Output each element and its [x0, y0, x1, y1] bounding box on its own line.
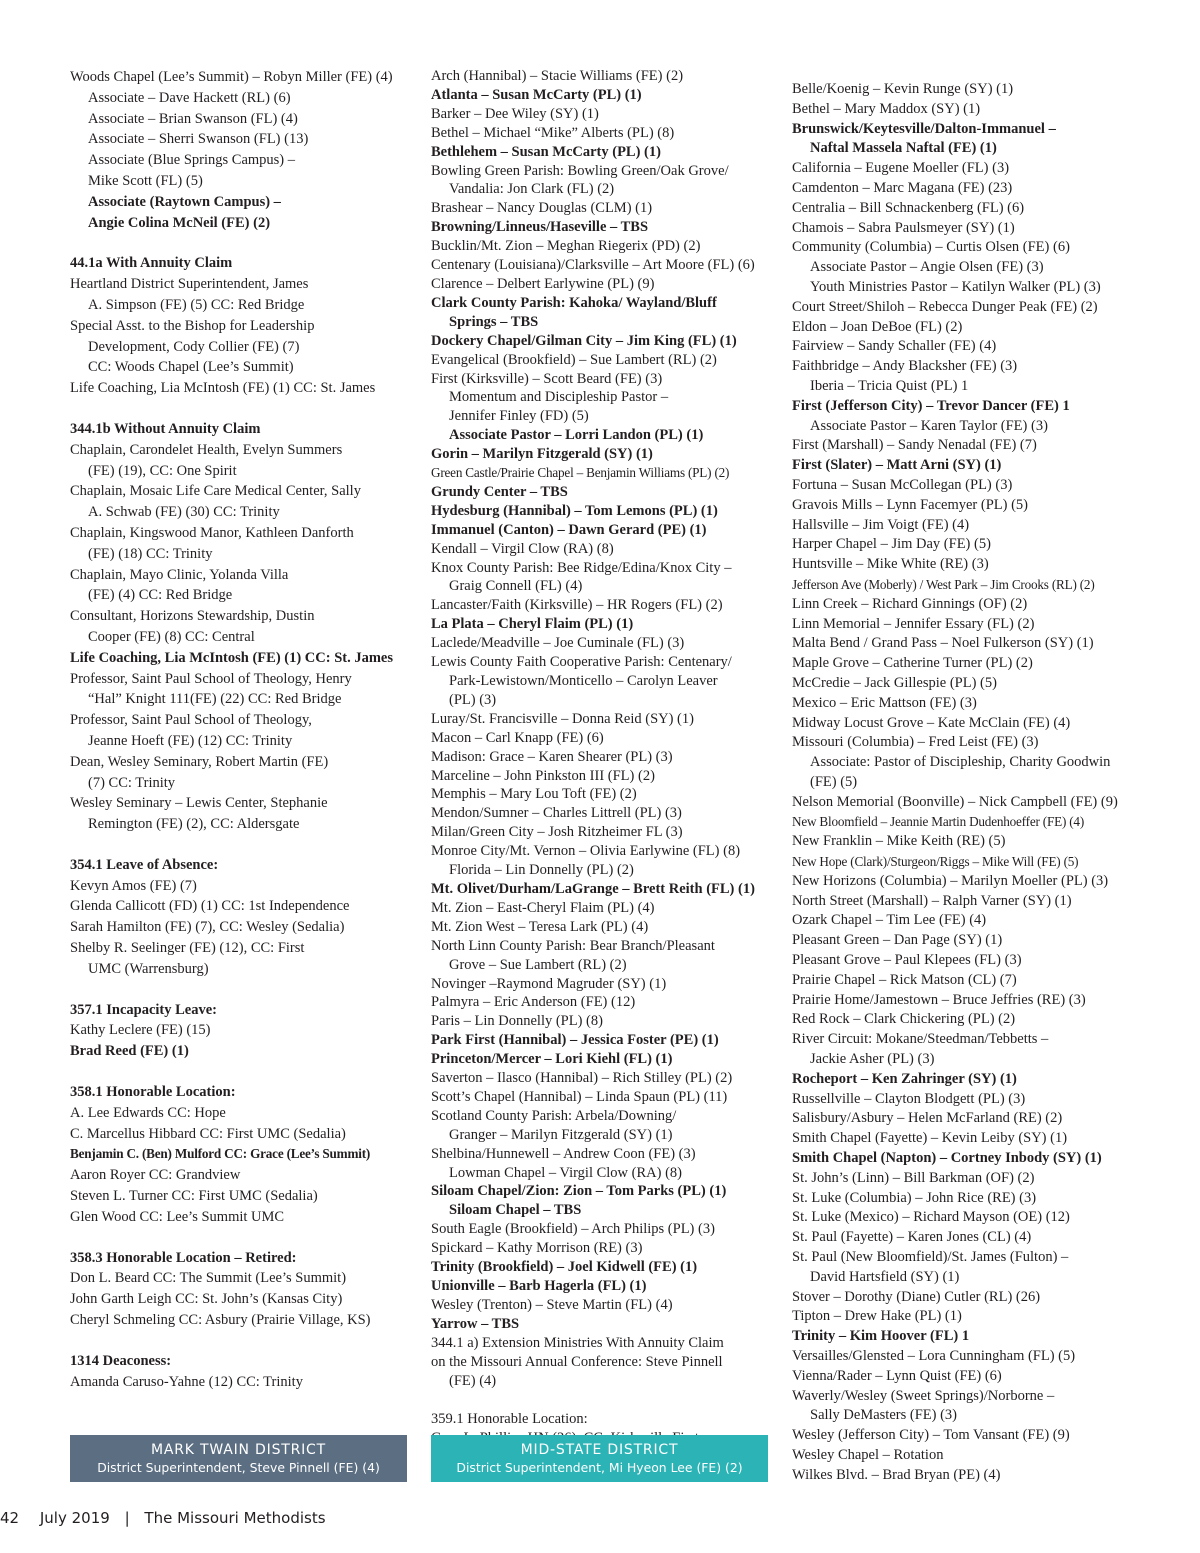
listing-line: Bethel – Michael “Mike” Alberts (PL) (8) [431, 124, 675, 141]
listing-line: David Hartsfield (SY) (1) [810, 1268, 960, 1285]
listing-line: Milan/Green City – Josh Ritzheimer FL (3) [431, 824, 683, 841]
listing-heading: Smith Chapel (Napton) – Cortney Inbody (SY) (1) [792, 1150, 1102, 1167]
listing-line: California – Eugene Moeller (FL) (3) [792, 160, 1010, 177]
listing-line: Missouri (Columbia) – Fred Leist (FE) (3) [792, 734, 1039, 751]
listing-heading: Benjamin C. (Ben) Mulford CC: Grace (Lee’s Summit) [70, 1146, 371, 1162]
listing-line: Mt. Zion West – Teresa Lark (PL) (4) [431, 918, 649, 935]
listing-line: Wesley Chapel – Rotation [792, 1446, 944, 1463]
listing-line: Cheryl Schmeling CC: Asbury (Prairie Village, KS) [70, 1312, 371, 1329]
listing-line: Fortuna – Susan McCollegan (PL) (3) [792, 476, 1013, 493]
listing-line: Centralia – Bill Schnackenberg (FL) (6) [792, 199, 1025, 216]
listing-heading: Brad Reed (FE) (1) [70, 1043, 189, 1060]
listing-line: Chaplain, Kingswood Manor, Kathleen Danforth [70, 524, 354, 541]
listing-line: Harper Chapel – Jim Day (FE) (5) [792, 536, 991, 553]
section-gap [70, 1228, 415, 1248]
listing-line: (FE) (18) CC: Trinity [88, 545, 213, 562]
listing-line: Waverly/Wesley (Sweet Springs)/Norborne – [792, 1387, 1055, 1404]
mid-state-district-banner [431, 1435, 768, 1482]
listing-line: Don L. Beard CC: The Summit (Lee’s Summit) [70, 1270, 347, 1287]
listing-line: Jackie Asher (PL) (3) [810, 1051, 935, 1068]
listing-line: (FE) (19), CC: One Spirit [88, 462, 237, 479]
listing-line: 359.1 Honorable Location: [431, 1411, 588, 1428]
listing-line: Mike Scott (FL) (5) [88, 172, 203, 189]
listing-line: Lowman Chapel – Virgil Clow (RA) (8) [449, 1164, 682, 1181]
listing-heading: Dockery Chapel/Gilman City – Jim King (FL) (1) [431, 332, 737, 349]
listing-line: Spickard – Kathy Morrison (RE) (3) [431, 1240, 643, 1257]
listing-line: Chaplain, Mosaic Life Care Medical Center, Sally [70, 483, 361, 500]
listing-line: A. Lee Edwards CC: Hope [70, 1104, 226, 1121]
listing-line: Steven L. Turner CC: First UMC (Sedalia) [70, 1188, 318, 1205]
listing-line: Maple Grove – Catherine Turner (PL) (2) [792, 655, 1033, 672]
listing-heading: Associate Pastor – Lorri Landon (PL) (1) [449, 427, 704, 444]
listing-line: Laclede/Meadville – Joe Cuminale (FL) (3) [431, 635, 685, 652]
listing-heading: Mt. Olivet/Durham/LaGrange – Brett Reith (FL) (1) [431, 880, 755, 897]
listing-line: Luray/St. Francisville – Donna Reid (SY) (1) [431, 710, 694, 727]
listing-line: Paris – Lin Donnelly (PL) (8) [431, 1013, 603, 1030]
listing-line: (PL) (3) [449, 691, 497, 708]
page-footer [0, 1509, 326, 1527]
listing-line: Amanda Caruso-Yahne (12) CC: Trinity [70, 1373, 303, 1390]
listing-line: Evangelical (Brookfield) – Sue Lambert (RL) (2) [431, 351, 717, 368]
listing-line: Associate – Dave Hackett (RL) (6) [88, 89, 291, 106]
listing-line: Faithbridge – Andy Blacksher (FE) (3) [792, 358, 1018, 375]
listing-line: (FE) (5) [810, 773, 858, 790]
listing-line: Midway Locust Grove – Kate McClain (FE) (4) [792, 714, 1071, 731]
listing-line: Memphis – Mary Lou Toft (FE) (2) [431, 786, 637, 803]
section-gap [70, 835, 415, 855]
listing-line: Smith Chapel (Fayette) – Kevin Leiby (SY) (1) [792, 1130, 1068, 1147]
listing-line: (7) CC: Trinity [88, 774, 176, 791]
mark-twain-district-banner [70, 1435, 407, 1482]
section-gap [70, 233, 415, 253]
listing-line: New Bloomfield – Jeannie Martin Dudenhoeffer (FE) (4) [792, 814, 1085, 830]
listing-line: Madison: Grace – Karen Shearer (PL) (3) [431, 748, 673, 765]
listing-line: Prairie Home/Jamestown – Bruce Jeffries (RE) (3) [792, 991, 1086, 1008]
listing-line: Heartland District Superintendent, James [70, 276, 309, 293]
listing-line: Development, Cody Collier (FE) (7) [88, 338, 300, 355]
listing-line: Sarah Hamilton (FE) (7), CC: Wesley (Sedalia) [70, 919, 345, 936]
listing-line: South Eagle (Brookfield) – Arch Philips (PL) (3) [431, 1221, 715, 1238]
listing-line: Centenary (Louisiana)/Clarksville – Art Moore (FL) (6) [431, 257, 755, 274]
listing-heading: Naftal Massela Naftal (FE) (1) [810, 140, 997, 157]
listing-heading: Yarrow – TBS [431, 1315, 520, 1332]
listing-line: Arch (Hannibal) – Stacie Williams (FE) (2) [431, 68, 684, 84]
listing-line: Associate: Pastor of Discipleship, Charity Goodwin [810, 754, 1111, 771]
listing-line: (FE) (4) CC: Red Bridge [88, 587, 233, 604]
listing-heading: Atlanta – Susan McCarty (PL) (1) [431, 86, 642, 103]
listing-line: CC: Woods Chapel (Lee’s Summit) [88, 359, 294, 376]
section-gap [70, 1331, 415, 1351]
section-gap [431, 1390, 776, 1410]
listing-heading: Rocheport – Ken Zahringer (SY) (1) [792, 1070, 1017, 1087]
listing-line: Chaplain, Carondelet Health, Evelyn Summers [70, 441, 343, 458]
listing-heading: 358.1 Honorable Location: [70, 1084, 236, 1101]
listing-line: Wesley Seminary – Lewis Center, Stephanie [70, 795, 328, 812]
listing-line: Chamois – Sabra Paulsmeyer (SY) (1) [792, 219, 1015, 236]
listing-line: Monroe City/Mt. Vernon – Olivia Earlywine (FL) (8) [431, 843, 741, 860]
listing-line: River Circuit: Mokane/Steedman/Tebbetts – [792, 1031, 1049, 1048]
listing-line: Vandalia: Jon Clark (FL) (2) [449, 181, 615, 198]
listing-line: First (Kirksville) – Scott Beard (FE) (3) [431, 370, 663, 387]
listing-line: 344.1 a) Extension Ministries With Annuity Claim [431, 1334, 724, 1351]
district-superintendent: District Superintendent, Mi Hyeon Lee (FE) (2) [456, 1460, 743, 1475]
listing-line: Scotland County Parish: Arbela/Downing/ [431, 1107, 677, 1124]
listing-line: Linn Creek – Richard Ginnings (OF) (2) [792, 595, 1028, 612]
listing-line: Ozark Chapel – Tim Lee (FE) (4) [792, 912, 987, 929]
listing-line: Fairview – Sandy Schaller (FE) (4) [792, 338, 997, 355]
listing-line: Tipton – Drew Hake (PL) (1) [792, 1308, 962, 1325]
listing-line: A. Schwab (FE) (30) CC: Trinity [88, 504, 280, 521]
listing-line: Prairie Chapel – Rick Matson (CL) (7) [792, 971, 1017, 988]
listing-heading: Browning/Linneus/Haseville – TBS [431, 219, 649, 236]
listing-line: Barker – Dee Wiley (SY) (1) [431, 105, 599, 122]
listing-heading: Trinity (Brookfield) – Joel Kidwell (FE) (1) [431, 1259, 698, 1276]
listing-line: Palmyra – Eric Anderson (FE) (12) [431, 994, 636, 1011]
listing-line: Macon – Carl Knapp (FE) (6) [431, 729, 604, 746]
listing-line: Professor, Saint Paul School of Theology, [70, 712, 312, 729]
listing-line: Kendall – Virgil Clow (RA) (8) [431, 540, 614, 557]
column-left [70, 67, 415, 1392]
listing-line: Chaplain, Mayo Clinic, Yolanda Villa [70, 566, 289, 583]
listing-line: Red Rock – Clark Chickering (PL) (2) [792, 1011, 1016, 1028]
listing-line: New Franklin – Mike Keith (RE) (5) [792, 833, 1006, 850]
listing-heading: Siloam Chapel/Zion: Zion – Tom Parks (PL) (1) [431, 1183, 727, 1200]
listing-line: Granger – Marilyn Fitzgerald (SY) (1) [449, 1126, 673, 1143]
listing-heading: Princeton/Mercer – Lori Kiehl (FL) (1) [431, 1051, 673, 1068]
listing-line: UMC (Warrensburg) [88, 960, 209, 977]
publication-name: The Missouri Methodists [144, 1509, 326, 1527]
listing-line: St. Paul (Fayette) – Karen Jones (CL) (4) [792, 1229, 1032, 1246]
listing-line: Pleasant Green – Dan Page (SY) (1) [792, 932, 1003, 949]
listing-heading: 344.1b Without Annuity Claim [70, 420, 261, 437]
listing-heading: Siloam Chapel – TBS [449, 1202, 582, 1219]
listing-line: Marceline – John Pinkston III (FL) (2) [431, 767, 655, 784]
listing-heading: Immanuel (Canton) – Dawn Gerard (PE) (1) [431, 521, 707, 538]
listing-heading: 1314 Deaconess: [70, 1352, 172, 1369]
listing-line: Momentum and Discipleship Pastor – [449, 389, 669, 406]
listing-line: Camdenton – Marc Magana (FE) (23) [792, 179, 1013, 196]
listing-heading: Angie Colina McNeil (FE) (2) [88, 214, 271, 231]
listing-line: Russellville – Clayton Blodgett (PL) (3) [792, 1090, 1026, 1107]
listing-line: Pleasant Grove – Paul Klepees (FL) (3) [792, 952, 1022, 969]
listing-heading: La Plata – Cheryl Flaim (PL) (1) [431, 616, 634, 633]
listing-line: A. Simpson (FE) (5) CC: Red Bridge [88, 296, 305, 313]
listing-line: Youth Ministries Pastor – Katilyn Walker (PL) (3) [810, 278, 1101, 295]
listing-line: Special Asst. to the Bishop for Leadership [70, 317, 315, 334]
listing-line: New Horizons (Columbia) – Marilyn Moeller (PL) (3) [792, 872, 1109, 889]
listing-line: Bowling Green Parish: Bowling Green/Oak Grove/ [431, 162, 729, 179]
listing-line: Mt. Zion – East-Cheryl Flaim (PL) (4) [431, 899, 655, 916]
section-gap [70, 980, 415, 1000]
listing-line: Saverton – Ilasco (Hannibal) – Rich Stilley (PL) (2) [431, 1070, 733, 1087]
listing-line: Wesley (Jefferson City) – Tom Vansant (FE) (9) [792, 1427, 1070, 1444]
listing-line: Green Castle/Prairie Chapel – Benjamin Williams (PL) (2) [431, 465, 730, 481]
listing-line: Kathy Leclere (FE) (15) [70, 1022, 211, 1039]
listing-line: Scott’s Chapel (Hannibal) – Linda Spaun (PL) (11) [431, 1088, 728, 1105]
listing-line: “Hal” Knight 111(FE) (22) CC: Red Bridge [88, 691, 342, 708]
listing-line: Aaron Royer CC: Grandview [70, 1167, 241, 1184]
listing-heading: 357.1 Incapacity Leave: [70, 1001, 217, 1018]
listing-heading: First (Slater) – Matt Arni (SY) (1) [792, 457, 1002, 474]
listing-line: Belle/Koenig – Kevin Runge (SY) (1) [792, 81, 1014, 97]
listing-line: St. John’s (Linn) – Bill Barkman (OF) (2) [792, 1169, 1035, 1186]
listing-line: Kevyn Amos (FE) (7) [70, 877, 197, 894]
listing-heading: Unionville – Barb Hagerla (FL) (1) [431, 1278, 647, 1294]
listing-line: Bethel – Mary Maddox (SY) (1) [792, 100, 981, 117]
listing-heading: Associate (Raytown Campus) – [88, 193, 281, 210]
listing-line: Hallsville – Jim Voigt (FE) (4) [792, 516, 970, 533]
district-superintendent: District Superintendent, Steve Pinnell (FE) (4) [97, 1460, 380, 1475]
listing-line: Associate Pastor – Karen Taylor (FE) (3) [810, 417, 1048, 434]
listing-line: on the Missouri Annual Conference: Steve Pinnell [431, 1353, 723, 1370]
listing-line: Shelbina/Hunnewell – Andrew Coon (FE) (3) [431, 1145, 696, 1162]
listing-heading: 354.1 Leave of Absence: [70, 856, 219, 873]
issue-date: July 2019 [39, 1509, 110, 1527]
listing-line: Lewis County Faith Cooperative Parish: Centenary/ [431, 654, 732, 671]
listing-line: North Linn County Parish: Bear Branch/Pleasant [431, 937, 715, 954]
listing-line: Life Coaching, Lia McIntosh (FE) (1) CC: St. James [70, 380, 376, 397]
listing-line: Glen Wood CC: Lee’s Summit UMC [70, 1208, 285, 1225]
listing-line: Jeanne Hoeft (FE) (12) CC: Trinity [88, 732, 293, 749]
listing-line: John Garth Leigh CC: St. John’s (Kansas City) [70, 1291, 343, 1308]
listing-line: C. Marcellus Hibbard CC: First UMC (Sedalia) [70, 1125, 346, 1142]
listing-line: (FE) (4) [449, 1372, 497, 1389]
listing-line: Stover – Dorothy (Diane) Cutler (RL) (26) [792, 1288, 1041, 1305]
section-gap [70, 399, 415, 419]
column-right [792, 80, 1137, 1486]
listing-line: Cooper (FE) (8) CC: Central [88, 628, 255, 645]
listing-line: Florida – Lin Donnelly (PL) (2) [449, 862, 634, 879]
footer-separator: | [124, 1509, 130, 1527]
listing-line: St. Paul (New Bloomfield)/St. James (Fulton) – [792, 1249, 1069, 1266]
listing-line: Versailles/Glensted – Lora Cunningham (FL) (5) [792, 1348, 1076, 1364]
listing-line: Associate – Brian Swanson (FL) (4) [88, 110, 298, 127]
listing-line: Remington (FE) (2), CC: Aldersgate [88, 816, 300, 833]
listing-heading: 358.3 Honorable Location – Retired: [70, 1249, 297, 1266]
listing-heading: 44.1a With Annuity Claim [70, 255, 233, 272]
column-middle [431, 67, 776, 1448]
listing-line: Associate – Sherri Swanson (FL) (13) [88, 131, 309, 148]
listing-heading: First (Jefferson City) – Trevor Dancer (FE) 1 [792, 397, 1070, 414]
listing-line: Mendon/Sumner – Charles Littrell (PL) (3) [431, 805, 682, 822]
listing-heading: Bethlehem – Susan McCarty (PL) (1) [431, 143, 661, 160]
listing-line: Vienna/Rader – Lynn Quist (FE) (6) [792, 1367, 1002, 1384]
listing-line: Park-Lewistown/Monticello – Carolyn Leaver [449, 673, 718, 689]
listing-line: North Street (Marshall) – Ralph Varner (SY) (1) [792, 892, 1072, 909]
listing-heading: Trinity – Kim Hoover (FL) 1 [792, 1328, 970, 1345]
listing-line: Huntsville – Mike White (RE) (3) [792, 556, 989, 573]
section-gap [70, 1062, 415, 1082]
listing-line: Professor, Saint Paul School of Theology, Henry [70, 670, 352, 687]
listing-line: Brashear – Nancy Douglas (CLM) (1) [431, 200, 653, 217]
listing-line: Wilkes Blvd. – Brad Bryan (PE) (4) [792, 1466, 1001, 1483]
listing-line: Glenda Callicott (FD) (1) CC: 1st Independence [70, 898, 350, 915]
listing-line: First (Marshall) – Sandy Nenadal (FE) (7) [792, 437, 1037, 454]
listing-heading: Clark County Parish: Kahoka/ Wayland/Bluff [431, 294, 717, 311]
listing-heading: Springs – TBS [449, 313, 539, 330]
listing-line: Dean, Wesley Seminary, Robert Martin (FE) [70, 753, 329, 770]
listing-line: Community (Columbia) – Curtis Olsen (FE) (6) [792, 239, 1070, 256]
listing-line: St. Luke (Columbia) – John Rice (RE) (3) [792, 1189, 1037, 1206]
listing-line: Clarence – Delbert Earlywine (PL) (9) [431, 275, 655, 292]
listing-line: Iberia – Tricia Quist (PL) 1 [810, 377, 969, 394]
district-title: MARK TWAIN DISTRICT [150, 1442, 326, 1458]
listing-line: Graig Connell (FL) (4) [449, 578, 583, 595]
listing-line: Mexico – Eric Mattson (FE) (3) [792, 694, 977, 711]
listing-heading: Park First (Hannibal) – Jessica Foster (PE) (1) [431, 1032, 719, 1049]
listing-heading: Hydesburg (Hannibal) – Tom Lemons (PL) (1) [431, 502, 718, 519]
listing-line: Jefferson Ave (Moberly) / West Park – Jim Crooks (RL) (2) [792, 576, 1095, 592]
listing-line: Court Street/Shiloh – Rebecca Dunger Peak (FE) (2) [792, 298, 1098, 315]
listing-line: Sally DeMasters (FE) (3) [810, 1407, 957, 1424]
listing-line: Nelson Memorial (Boonville) – Nick Campbell (FE) (9) [792, 793, 1118, 810]
listing-heading: Gorin – Marilyn Fitzgerald (SY) (1) [431, 446, 653, 463]
listing-line: Knox County Parish: Bee Ridge/Edina/Knox City – [431, 559, 732, 576]
listing-heading: Grundy Center – TBS [431, 483, 568, 500]
listing-line: New Hope (Clark)/Sturgeon/Riggs – Mike Will (FE) (5) [792, 854, 1079, 870]
listing-line: Woods Chapel (Lee’s Summit) – Robyn Miller (FE) (4) [70, 69, 393, 85]
listing-line: McCredie – Jack Gillespie (PL) (5) [792, 674, 997, 691]
listing-heading: Brunswick/Keytesville/Dalton-Immanuel – [792, 120, 1056, 137]
listing-line: Malta Bend / Grand Pass – Noel Fulkerson (SY) (1) [792, 635, 1094, 652]
listing-line: Shelby R. Seelinger (FE) (12), CC: First [70, 940, 305, 957]
listing-line: Gravois Mills – Lynn Facemyer (PL) (5) [792, 496, 1028, 513]
listing-line: Associate (Blue Springs Campus) – [88, 152, 296, 169]
listing-heading: Life Coaching, Lia McIntosh (FE) (1) CC: St. James [70, 649, 394, 666]
listing-line: Salisbury/Asbury – Helen McFarland (RE) (2) [792, 1110, 1063, 1127]
listing-line: Lancaster/Faith (Kirksville) – HR Rogers (FL) (2) [431, 597, 723, 614]
listing-line: Wesley (Trenton) – Steve Martin (FL) (4) [431, 1296, 673, 1313]
listing-line: Novinger –Raymond Magruder (SY) (1) [431, 975, 667, 992]
listing-line: Grove – Sue Lambert (RL) (2) [449, 956, 627, 973]
listing-line: Consultant, Horizons Stewardship, Dustin [70, 608, 315, 625]
listing-line: Associate Pastor – Angie Olsen (FE) (3) [810, 259, 1044, 276]
listing-line: St. Luke (Mexico) – Richard Mayson (OE) (12) [792, 1209, 1070, 1226]
listing-line: Eldon – Joan DeBoe (FL) (2) [792, 318, 963, 335]
listing-line: Linn Memorial – Jennifer Essary (FL) (2) [792, 615, 1035, 632]
page-number: 42 [0, 1509, 20, 1527]
listing-line: Bucklin/Mt. Zion – Meghan Riegerix (PD) (2) [431, 238, 701, 255]
district-title: MID-STATE DISTRICT [520, 1442, 679, 1458]
listing-line: Jennifer Finley (FD) (5) [449, 408, 589, 425]
